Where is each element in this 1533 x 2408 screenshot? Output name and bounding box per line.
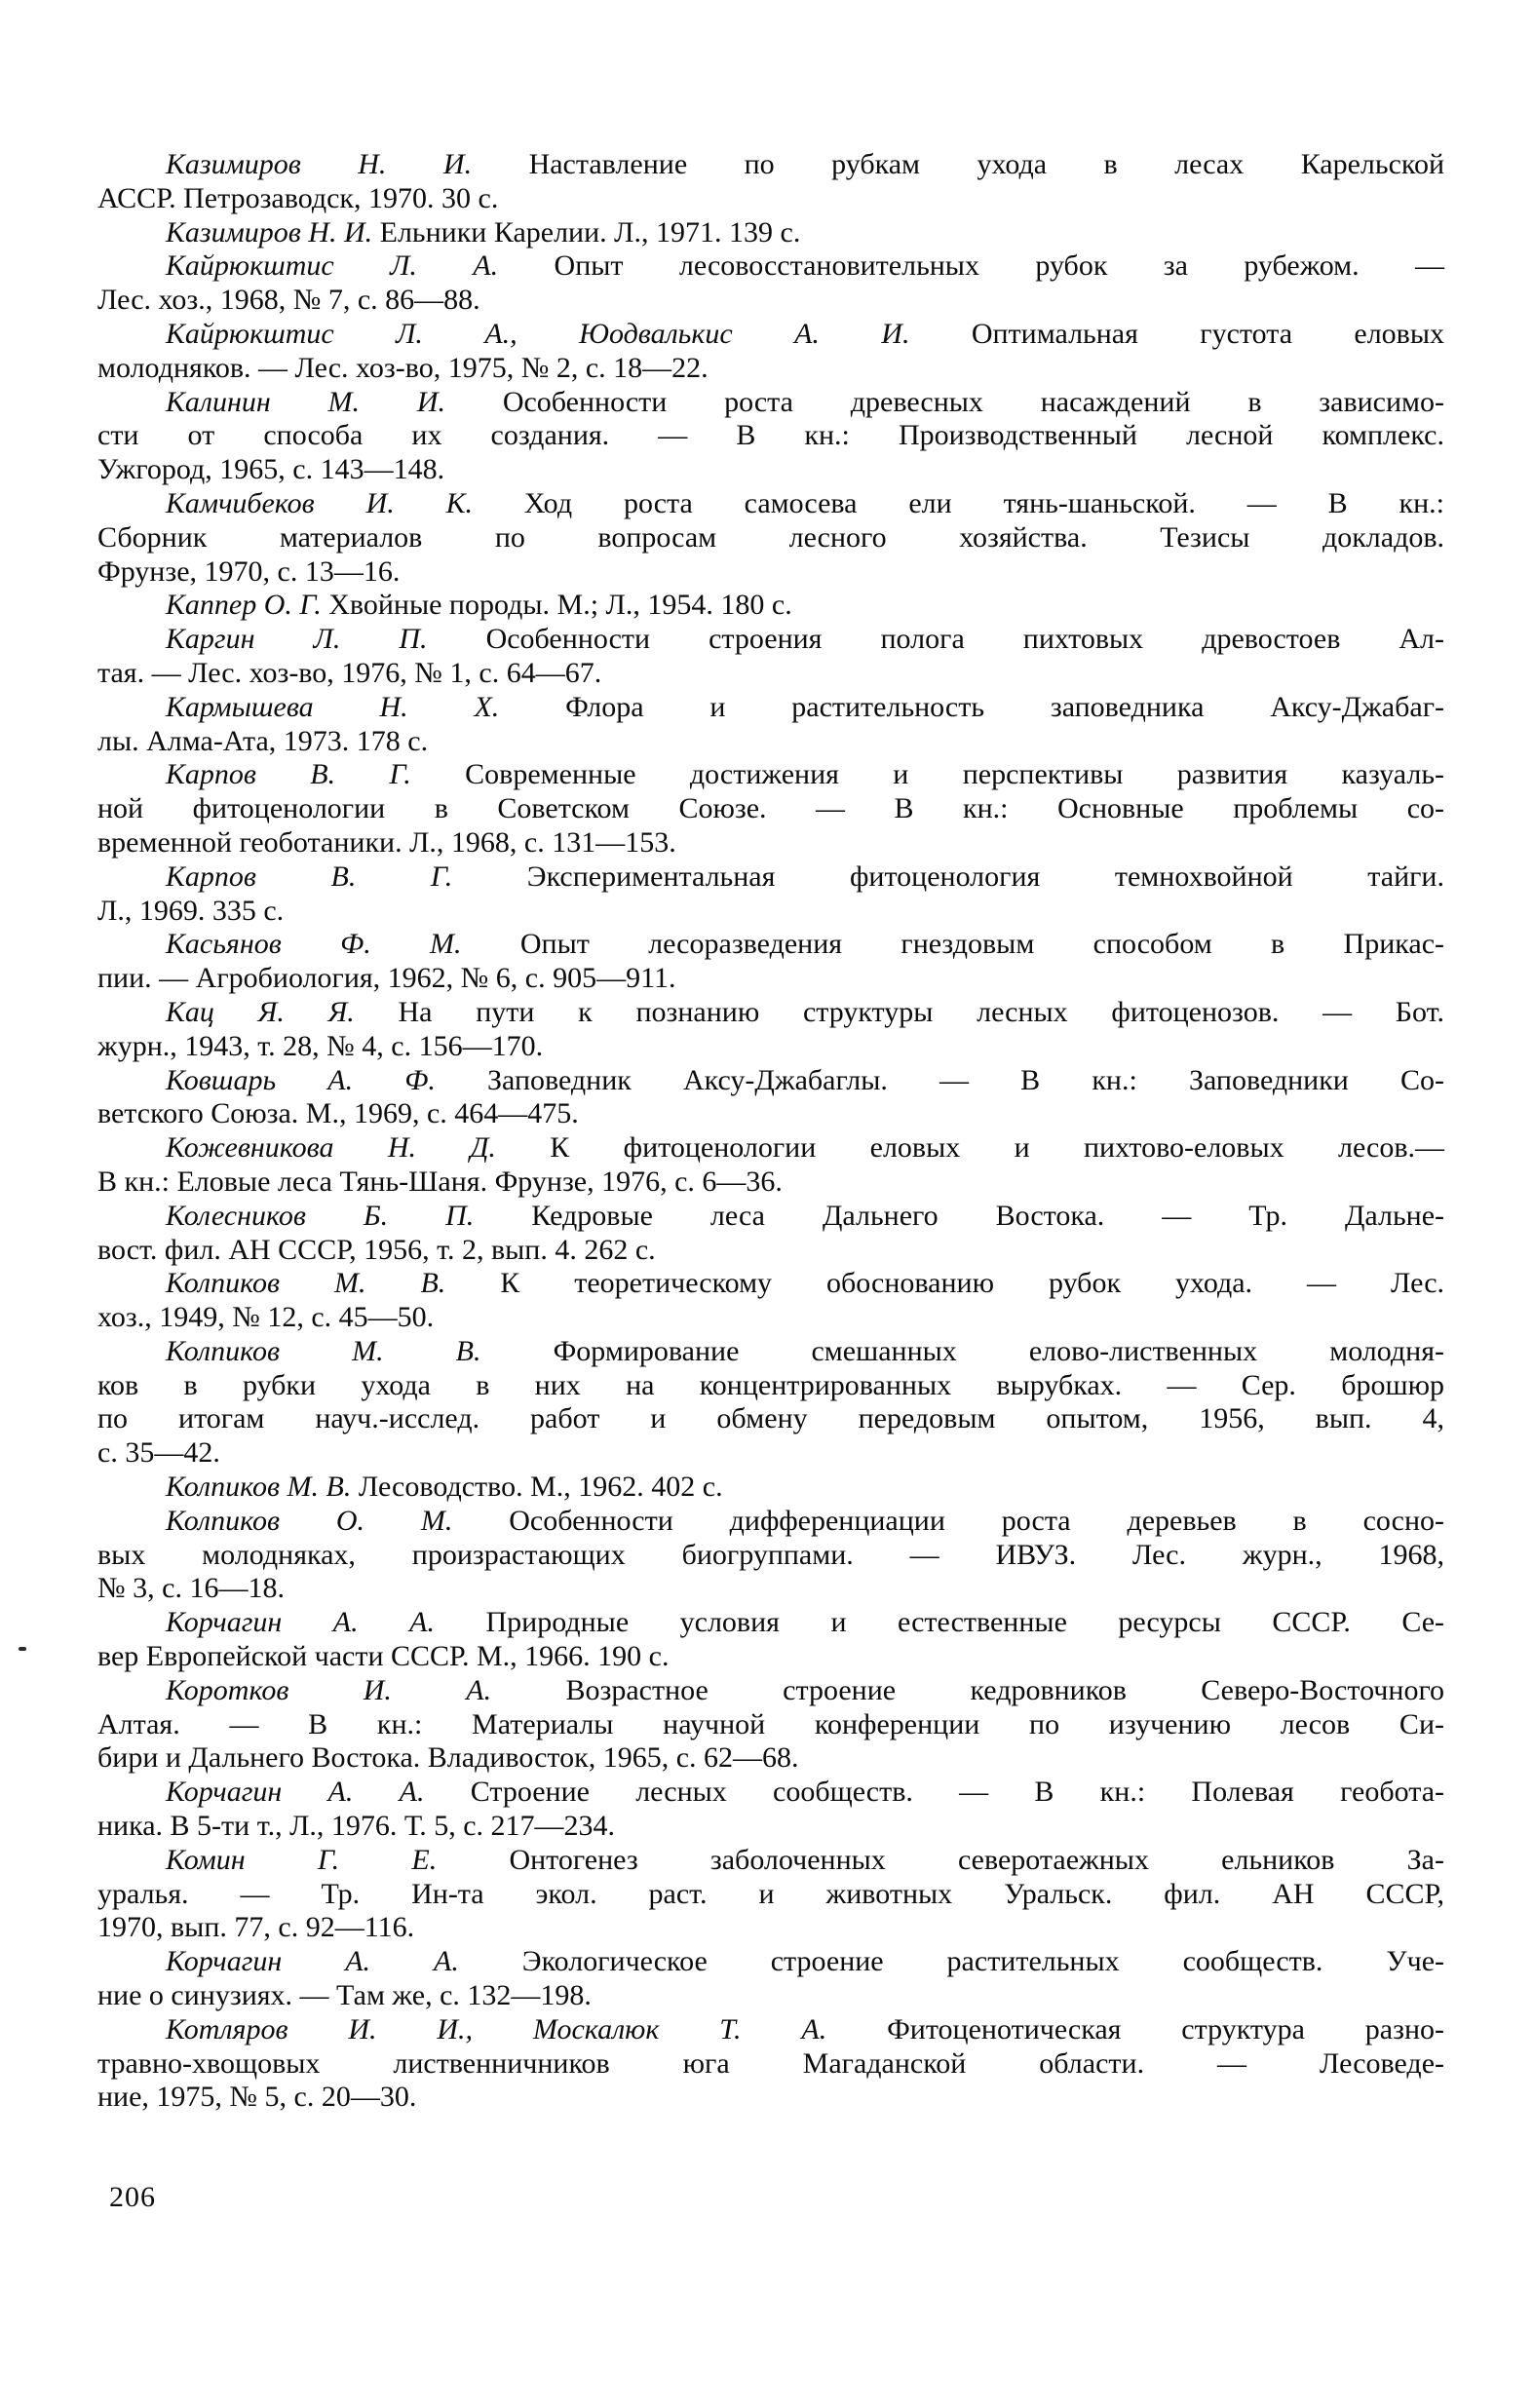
bibliography-entry [97,386,1444,487]
bibliography-entry [97,691,1444,759]
page-number: 206 [109,2181,156,2213]
entry-line: Сборник материалов по вопросам лесного хозяйства. Тезисы докладов. [97,520,1444,554]
entry-line [97,1200,1444,1234]
entry-line: ние, 1975, № 5, с. 20—30. [97,2081,417,2114]
entry-line [97,1335,1444,1369]
entry-line [97,1267,1444,1301]
entry-line: тая. — Лес. хоз-во, 1976, № 1, с. 64—67. [97,656,602,689]
entry-line [97,691,1444,725]
entry-author: Кожевникова Н. Д. [166,1131,496,1165]
entry-line: уралья. — Тр. Ин-та экол. раст. и животных Уральск. фил. АН СССР, [97,1877,1444,1910]
entry-line [97,386,1444,420]
entry-title-text: Фитоценотическая структура разно- [887,2012,1444,2045]
entry-line: Л., 1969. 335 с. [97,894,285,927]
entry-line: вер Европейской части СССР. М., 1966. 190 с. [97,1640,670,1673]
entry-line [97,623,1444,657]
entry-line: временной геоботаники. Л., 1968, с. 131—153. [97,825,676,859]
entry-title-text: К теоретическому обоснованию рубок ухода. — Лес. [500,1267,1445,1300]
entry-author: Калинин М. И. [166,385,446,418]
entry-author: Каргин Л. П. [166,623,428,656]
entry-line: ние о синузиях. — Там же, с. 132—198. [97,1979,592,2012]
entry-author: Корчагин А. А. [166,1606,435,1639]
entry-line: Лес. хоз., 1968, № 7, с. 86—88. [97,284,480,317]
bibliography-entry [97,1505,1444,1606]
bibliography-entry [97,148,1444,216]
entry-title-text: Флора и растительность заповедника Аксу-Джабаг- [565,690,1444,723]
entry-title-text: Возрастное строение кедровников Северо-Восточного [565,1673,1445,1706]
entry-title-text: Современные достижения и перспективы развития казуаль- [465,758,1444,791]
bibliography-entry [97,1131,1444,1200]
entry-author: Колпиков М. В. [166,1267,446,1300]
entry-author: Корчагин А. А. [166,1945,459,1978]
entry-title-text: Экологическое строение растительных сообществ. Уче- [521,1945,1444,1978]
entry-title-text: Особенности роста древесных насаждений в зависимо- [502,385,1445,418]
entry-line: пии. — Агробиология, 1962, № 6, с. 905—911. [97,962,676,995]
entry-line: Алтая. — В кн.: Материалы научной конференции по изучению лесов Си- [97,1707,1444,1740]
bibliography-entry [97,318,1444,386]
entry-line [97,2013,1444,2047]
bibliography-list [97,148,1444,2115]
entry-author: Коротков И. А. [166,1673,492,1706]
entry-title-text: Ельники Карелии. Л., 1971. 139 с. [379,215,801,248]
entry-line [97,589,1444,623]
entry-line: 1970, вып. 77, с. 92—116. [97,1911,415,1944]
entry-line [97,216,1444,250]
entry-author: Карпов В. Г. [166,860,453,893]
entry-author: Колесников Б. П. [166,1199,475,1232]
bibliography-entry [97,2013,1444,2115]
bibliography-entry [97,1200,1444,1268]
entry-author: Касьянов Ф. М. [166,928,462,961]
entry-line: Фрунзе, 1970, с. 13—16. [97,554,401,588]
entry-line [97,487,1444,521]
entry-line [97,1776,1444,1810]
entry-line: Ужгород, 1965, с. 143—148. [97,453,445,486]
entry-author: Кайрюкштис Л. А. [166,249,499,283]
entry-line: с. 35—42. [97,1436,220,1470]
entry-line [97,1844,1444,1878]
bibliography-entry [97,589,1444,623]
entry-title-text: Онтогенез заболоченных северотаежных ельников За- [509,1843,1444,1876]
bibliography-entry [97,1335,1444,1471]
entry-title-text: Наставление по рубкам ухода в лесах Карельской [528,148,1445,180]
bibliography-entry [97,1064,1444,1132]
entry-line: № 3, с. 16—18. [97,1572,285,1605]
entry-line [97,928,1444,962]
entry-line: вост. фил. АН СССР, 1956, т. 2, вып. 4. 262 с. [97,1233,656,1266]
entry-author: Колпиков М. В. [166,1471,352,1504]
entry-line [97,996,1444,1030]
bibliography-entry [97,758,1444,860]
bibliography-entry [97,1606,1444,1674]
entry-line [97,249,1444,284]
entry-author: Кайрюкштис Л. А., Юодвалькис А. И. [166,317,910,350]
entry-line [97,1505,1444,1539]
entry-line [97,758,1444,792]
entry-author: Кац Я. Я. [166,995,355,1028]
entry-author: Каппер О. Г. [166,589,322,622]
bibliography-entry [97,623,1444,691]
entry-title-text: Формирование смешанных елово-лиственных молодня- [553,1334,1445,1367]
bibliography-entry [97,1267,1444,1335]
entry-line: журн., 1943, т. 28, № 4, с. 156—170. [97,1029,544,1062]
entry-line [97,860,1444,895]
entry-title-text: Заповедник Аксу-Джабаглы. — В кн.: Заповедники Со- [487,1063,1445,1096]
entry-title-text: Ход роста самосева ели тянь-шаньской. — В кн.: [523,486,1444,519]
entry-title-text: Строение лесных сообществ. — В кн.: Полевая геобота- [470,1776,1444,1809]
bibliography-entry [97,996,1444,1064]
entry-title-text: Особенности дифференциации роста деревьев в сосно- [509,1504,1445,1537]
entry-line [97,1131,1444,1166]
entry-title-text: Природные условия и естественные ресурсы СССР. Се- [485,1606,1445,1639]
entry-line: травно-хвощовых лиственничников юга Магаданской области. — Лесоведе- [97,2046,1444,2080]
entry-author: Камчибеков И. К. [166,486,474,519]
entry-author: Кармышева Н. Х. [166,690,500,723]
entry-line [97,1945,1444,1979]
entry-author: Карпов В. Г. [166,758,411,791]
entry-title-text: Лесоводство. М., 1962. 402 с. [358,1471,723,1504]
bibliography-entry [97,249,1444,318]
entry-author: Корчагин А. А. [166,1776,425,1809]
entry-line: В кн.: Еловые леса Тянь-Шаня. Фрунзе, 1976, с. 6—36. [97,1165,783,1198]
entry-title-text: Оптимальная густота еловых [971,317,1445,350]
entry-author: Колпиков О. М. [166,1504,453,1537]
entry-title-text: Кедровые леса Дальнего Востока. — Тр. Дальне- [531,1199,1445,1232]
entry-line: молодняков. — Лес. хоз-во, 1975, № 2, с. 18—22. [97,351,709,384]
entry-author: Казимиров Н. И. [166,215,373,248]
entry-title-text: Экспериментальная фитоценология темнохвойной тайги. [526,860,1444,893]
entry-line: лы. Алма-Ата, 1973. 178 с. [97,724,429,757]
entry-line [97,318,1444,352]
entry-title-text: Опыт лесовосстановительных рубок за рубежом. — [554,249,1444,283]
bibliography-entry [97,216,1444,250]
entry-line: ной фитоценологии в Советском Союзе. — В кн.: Основные проблемы со- [97,792,1444,825]
entry-line: ника. В 5-ти т., Л., 1976. Т. 5, с. 217—234. [97,1810,616,1843]
bibliography-entry [97,1945,1444,2013]
entry-line: бири и Дальнего Востока. Владивосток, 1965, с. 62—68. [97,1741,799,1775]
entry-line: хоз., 1949, № 12, с. 45—50. [97,1301,435,1334]
entry-title-text: На пути к познанию структуры лесных фитоценозов. — Бот. [398,995,1444,1028]
entry-title-text: К фитоценологии еловых и пихтово-еловых лесов.— [550,1131,1444,1165]
entry-line: по итогам науч.-исслед. работ и обмену передовым опытом, 1956, вып. 4, [97,1402,1444,1435]
entry-line [97,148,1444,182]
entry-author: Комин Г. Е. [166,1843,438,1876]
entry-line: сти от способа их создания. — В кн.: Производственный лесной комплекс. [97,419,1444,452]
bibliography-entry [97,1844,1444,1945]
bibliography-entry [97,928,1444,996]
entry-title-text: Хвойные породы. М.; Л., 1954. 180 с. [328,589,792,622]
bibliography-entry [97,1674,1444,1776]
scan-artifact-dot [19,1647,26,1651]
entry-line: вых молодняках, произрастающих биогруппами. — ИВУЗ. Лес. журн., 1968, [97,1538,1444,1571]
bibliography-entry [97,487,1444,589]
entry-title-text: Особенности строения полога пихтовых древостоев Ал- [485,623,1445,656]
entry-author: Котляров И. И., Москалюк Т. А. [166,2012,827,2045]
bibliography-entry [97,860,1444,929]
entry-author: Колпиков М. В. [166,1334,481,1367]
bibliography-entry [97,1776,1444,1844]
entry-author: Казимиров Н. И. [166,148,473,180]
entry-line: ков в рубки ухода в них на концентрированных вырубках. — Сер. брошюр [97,1368,1444,1401]
entry-line [97,1606,1444,1640]
entry-line [97,1471,1444,1505]
entry-title-text: Опыт лесоразведения гнездовым способом в Прикас- [519,928,1445,961]
entry-author: Ковшарь А. Ф. [166,1063,436,1096]
entry-line [97,1064,1444,1098]
entry-line [97,1674,1444,1708]
entry-line: ветского Союза. М., 1969, с. 464—475. [97,1097,579,1130]
bibliography-entry [97,1471,1444,1505]
entry-line: АССР. Петрозаводск, 1970. 30 с. [97,181,499,214]
